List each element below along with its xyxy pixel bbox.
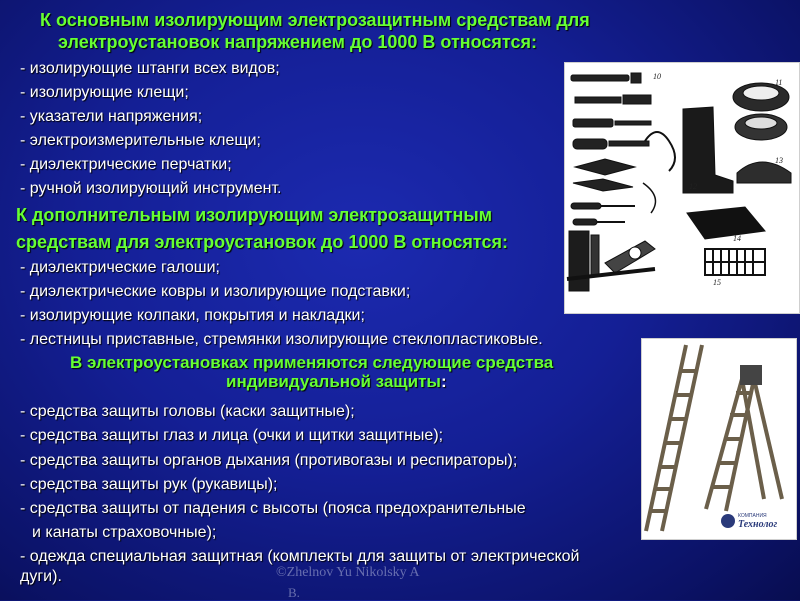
protective-tools-illustration xyxy=(564,62,800,314)
footer-watermark: ©Zhelnov Yu Nikolsky A xyxy=(276,565,420,580)
ppe-item: - средства защиты глаз и лица (очки и щитки защитные); xyxy=(20,427,444,444)
ppe-item: - средства защиты от падения с высоты (пояса предохранительные xyxy=(20,500,526,517)
ladder-detail-photo xyxy=(740,365,762,385)
heading-additional-line1: К дополнительным изолирующим электрозащитным xyxy=(16,205,493,225)
tools-drawing xyxy=(565,63,799,313)
heading-ppe-line2 xyxy=(226,372,447,392)
fig-number: 15 xyxy=(713,278,721,287)
fig-number: 11 xyxy=(775,78,783,87)
fig-number: 12 xyxy=(689,182,697,191)
additional-item: - диэлектрические галоши; xyxy=(20,259,220,276)
ppe-item: и канаты страховочные); xyxy=(32,524,217,541)
main-item: - указатели напряжения; xyxy=(20,108,203,125)
ladders-illustration xyxy=(641,338,797,540)
ladders-drawing xyxy=(642,339,796,539)
fig-number: 13 xyxy=(775,156,783,165)
additional-item: - диэлектрические ковры и изолирующие подставки; xyxy=(20,283,411,300)
ppe-item: - средства защиты органов дыхания (противогазы и респираторы); xyxy=(20,452,518,469)
logo-small-text: КОМПАНИЯ xyxy=(738,513,767,519)
ppe-item: дуги). xyxy=(20,568,62,585)
logo-name: Технолог xyxy=(738,519,778,530)
heading-additional-line2: средствам для электроустановок до 1000 В относятся: xyxy=(16,232,508,252)
heading-main-line1: К основным изолирующим электрозащитным средствам для xyxy=(40,10,590,30)
main-item: - электроизмерительные клещи; xyxy=(20,132,261,149)
heading-main-line2: электроустановок напряжением до 1000 В относятся: xyxy=(58,32,538,52)
ppe-item: - средства защиты рук (рукавицы); xyxy=(20,476,278,493)
tehnolog-logo xyxy=(721,513,777,530)
ppe-item: - одежда специальная защитная (комплекты для защиты от электрической xyxy=(20,548,580,565)
footer-watermark-2: B. xyxy=(288,585,300,600)
main-item: - ручной изолирующий инструмент. xyxy=(20,180,282,197)
heading-ppe-line2-text: индивидуальной защиты xyxy=(226,372,441,391)
heading-ppe-line1: В электроустановках применяются следующие средства xyxy=(70,353,554,372)
additional-item: - лестницы приставные, стремянки изолирующие стеклопластиковые. xyxy=(20,331,543,348)
heading-ppe-colon: : xyxy=(440,372,447,391)
main-item: - изолирующие штанги всех видов; xyxy=(20,60,280,77)
ppe-item: - средства защиты головы (каски защитные); xyxy=(20,403,355,420)
additional-item: - изолирующие колпаки, покрытия и накладки; xyxy=(20,307,365,324)
main-item: - изолирующие клещи; xyxy=(20,84,189,101)
main-item: - диэлектрические перчатки; xyxy=(20,156,232,173)
fig-number: 10 xyxy=(653,72,661,81)
fig-number: 14 xyxy=(733,234,741,243)
